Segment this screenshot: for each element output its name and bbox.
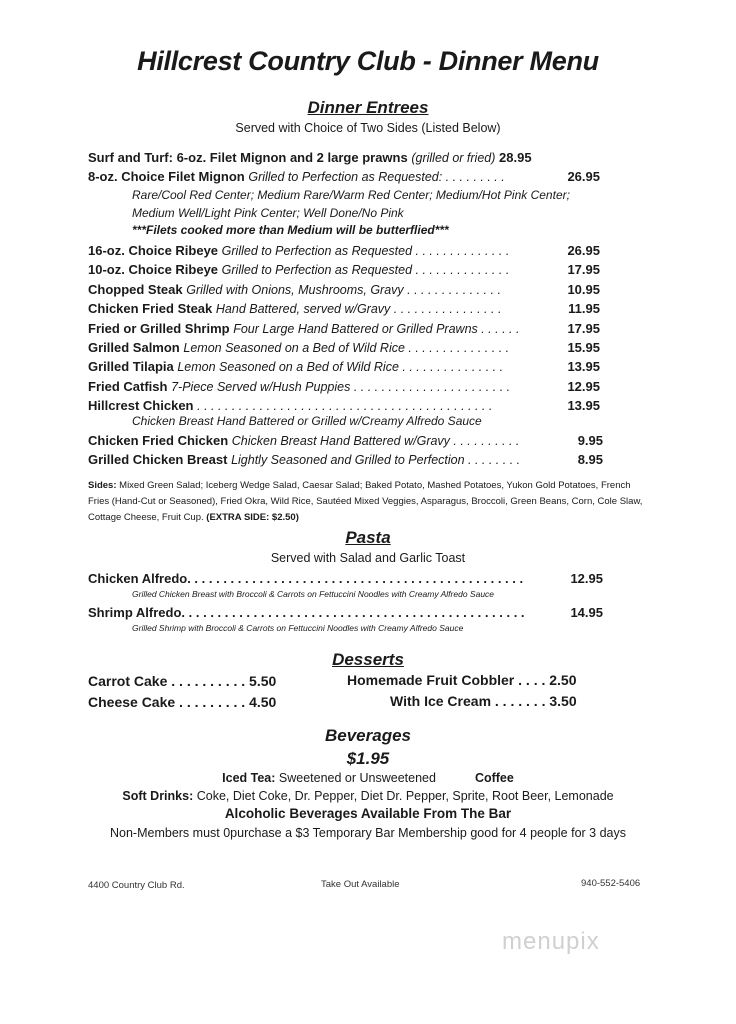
pasta-dots: . . . . . . . . . . . . . . . . . . . . . . . . . . . . . . . . . . . . . . . . . . . . . . . bbox=[187, 571, 524, 586]
pasta-desc: Grilled Shrimp with Broccoli & Carrots on Fettuccini Noodles with Creamy Alfredo Sauce bbox=[132, 623, 464, 633]
pasta-desc: Grilled Chicken Breast with Broccoli & Carrots on Fettuccini Noodles with Creamy Alfredo Sauce bbox=[132, 589, 495, 599]
beverages-heading: Beverages bbox=[324, 726, 411, 745]
soft-text: Coke, Diet Coke, Dr. Pepper, Diet Dr. Pepper, Sprite, Root Beer, Lemonade bbox=[196, 789, 614, 803]
entree-price: 15.95 bbox=[567, 340, 600, 355]
entree-desc: Grilled to Perfection as Requested . . . . . . . . . . . . . . bbox=[221, 263, 510, 277]
entree-name: 10-oz. Choice Ribeye bbox=[88, 262, 219, 277]
entree-name: 8-oz. Choice Filet Mignon bbox=[88, 169, 245, 184]
entree-row bbox=[88, 262, 509, 277]
entree-desc: Chicken Breast Hand Battered w/Gravy . . . . . . . . . . bbox=[231, 434, 520, 448]
dessert-carrot-cake: Carrot Cake . . . . . . . . . . 5.50 bbox=[88, 673, 277, 689]
entree-name: Surf and Turf: 6-oz. Filet Mignon and 2 large prawns bbox=[88, 150, 408, 165]
pasta-price: 12.95 bbox=[570, 571, 603, 586]
filet-note: Rare/Cool Red Center; Medium Rare/Warm Red Center; Medium/Hot Pink Center; bbox=[132, 188, 570, 202]
entree-name: 16-oz. Choice Ribeye bbox=[88, 243, 219, 258]
entree-row bbox=[88, 379, 510, 394]
page-title: Hillcrest Country Club - Dinner Menu bbox=[137, 46, 599, 76]
sides-text: Mixed Green Salad; Iceberg Wedge Salad, Caesar Salad; Baked Potato, Mashed Potatoes, Yukon Gold Potatoes, French Fries (Hand-Cut or Seasoned), Fried Okra, Wild Rice, Sautéed Mixed Veggies, Asparagus, Broccoli, Green Beans, Corn, Cole Slaw, Cottage Cheese, Fruit Cup. bbox=[88, 480, 643, 523]
entree-surf-and-turf bbox=[88, 150, 532, 165]
extra-side-price: (EXTRA SIDE: $2.50) bbox=[206, 512, 299, 523]
entrees-heading: Dinner Entrees bbox=[307, 98, 429, 117]
hillcrest-chicken-note: Chicken Breast Hand Battered or Grilled w/Creamy Alfredo Sauce bbox=[132, 414, 482, 428]
entree-name: Fried or Grilled Shrimp bbox=[88, 321, 230, 336]
bar-membership-note: Non-Members must 0purchase a $3 Temporary Bar Membership good for 4 people for 3 days bbox=[110, 826, 626, 840]
entree-name: Hillcrest Chicken bbox=[88, 398, 194, 413]
coffee-label: Coffee bbox=[474, 771, 514, 785]
dessert-ice-cream: With Ice Cream . . . . . . . 3.50 bbox=[390, 693, 577, 709]
entree-price: 9.95 bbox=[577, 433, 603, 448]
entree-price: 26.95 bbox=[567, 243, 600, 258]
entree-desc: Grilled to Perfection as Requested . . . . . . . . . . . . . . bbox=[221, 244, 510, 258]
entree-name: Grilled Chicken Breast bbox=[88, 452, 228, 467]
entree-price: 13.95 bbox=[567, 398, 600, 413]
soft-label: Soft Drinks: bbox=[122, 789, 194, 803]
footer-takeout: Take Out Available bbox=[321, 879, 400, 890]
pasta-subheading: Served with Salad and Garlic Toast bbox=[270, 551, 466, 565]
entree-price: 10.95 bbox=[567, 282, 600, 297]
entree-name: Grilled Salmon bbox=[88, 340, 180, 355]
desserts-heading: Desserts bbox=[332, 650, 404, 669]
entree-name: Chicken Fried Chicken bbox=[88, 433, 229, 448]
sides-label: Sides: bbox=[88, 480, 117, 491]
entree-desc: Grilled with Onions, Mushrooms, Gravy . . . . . . . . . . . . . . bbox=[186, 283, 501, 297]
filet-note: Medium Well/Light Pink Center; Well Done/No Pink bbox=[132, 206, 404, 220]
entree-price: 13.95 bbox=[567, 359, 600, 374]
entrees-subheading: Served with Choice of Two Sides (Listed Below) bbox=[235, 121, 501, 135]
entree-filet-mignon bbox=[88, 169, 505, 184]
pasta-name: Shrimp Alfredo bbox=[88, 605, 182, 620]
entree-name: Fried Catfish bbox=[88, 379, 168, 394]
entree-row bbox=[88, 301, 501, 316]
entree-desc: Lemon Seasoned on a Bed of Wild Rice . . . . . . . . . . . . . . . bbox=[183, 341, 510, 355]
beverage-soft-drinks bbox=[0, 789, 736, 803]
menupix-watermark: menupix bbox=[502, 928, 600, 955]
dessert-fruit-cobbler: Homemade Fruit Cobbler . . . . 2.50 bbox=[347, 672, 577, 688]
pasta-name: Chicken Alfredo bbox=[88, 571, 188, 586]
entree-row bbox=[88, 340, 509, 355]
entree-desc: (grilled or fried) bbox=[411, 151, 496, 165]
alcohol-text: Alcoholic Beverages Available From The Bar bbox=[224, 806, 512, 821]
entree-price: 17.95 bbox=[567, 321, 600, 336]
pasta-price: 14.95 bbox=[570, 605, 603, 620]
entree-row bbox=[88, 321, 519, 336]
entree-grilled-chicken-breast bbox=[88, 452, 520, 467]
beverage-alcohol bbox=[0, 806, 736, 821]
sides-list bbox=[88, 478, 648, 526]
footer-address: 4400 Country Club Rd. bbox=[88, 880, 185, 891]
dessert-cheese-cake: Cheese Cake . . . . . . . . . 4.50 bbox=[88, 694, 277, 710]
tea-text: Sweetened or Unsweetened bbox=[278, 771, 436, 785]
entree-row bbox=[88, 282, 501, 297]
entree-name: Chicken Fried Steak bbox=[88, 301, 213, 316]
entree-desc: Hand Battered, served w/Gravy . . . . . . . . . . . . . . . . bbox=[215, 302, 502, 316]
footer-phone: 940-552-5406 bbox=[581, 878, 641, 889]
beverage-tea-coffee bbox=[0, 771, 736, 785]
entree-name: Grilled Tilapia bbox=[88, 359, 174, 374]
pasta-shrimp-alfredo bbox=[88, 605, 525, 620]
pasta-dots: . . . . . . . . . . . . . . . . . . . . . . . . . . . . . . . . . . . . . . . . . . . . . . . . bbox=[181, 605, 525, 620]
entree-price: 17.95 bbox=[567, 262, 600, 277]
entree-price: 26.95 bbox=[567, 169, 600, 184]
entree-name: Chopped Steak bbox=[88, 282, 183, 297]
pasta-chicken-alfredo bbox=[88, 571, 523, 586]
tea-label: Iced Tea: bbox=[222, 771, 276, 785]
entree-chicken-fried-chicken bbox=[88, 433, 519, 448]
entree-row bbox=[88, 243, 509, 258]
beverages-price: $1.95 bbox=[346, 749, 390, 768]
entree-price: 28.95 bbox=[499, 150, 532, 165]
entree-row bbox=[88, 359, 503, 374]
entree-desc: 7-Piece Served w/Hush Puppies . . . . . . . . . . . . . . . . . . . . . . . bbox=[171, 380, 511, 394]
entree-desc: Lemon Seasoned on a Bed of Wild Rice . . . . . . . . . . . . . . . bbox=[177, 360, 504, 374]
filet-butterfly-note: ***Filets cooked more than Medium will be butterflied*** bbox=[132, 223, 449, 237]
entree-desc: Four Large Hand Battered or Grilled Prawns . . . . . . bbox=[233, 322, 520, 336]
entree-price: 11.95 bbox=[568, 301, 600, 316]
entree-desc: . . . . . . . . . . . . . . . . . . . . . . . . . . . . . . . . . . . . . . . . . . . bbox=[197, 399, 493, 413]
entree-price: 12.95 bbox=[567, 379, 600, 394]
entree-row bbox=[88, 398, 492, 413]
pasta-heading: Pasta bbox=[345, 528, 391, 547]
entree-desc: Lightly Seasoned and Grilled to Perfection . . . . . . . . bbox=[231, 453, 521, 467]
entree-desc: Grilled to Perfection as Requested: . . . . . . . . . bbox=[248, 170, 505, 184]
entree-price: 8.95 bbox=[577, 452, 603, 467]
